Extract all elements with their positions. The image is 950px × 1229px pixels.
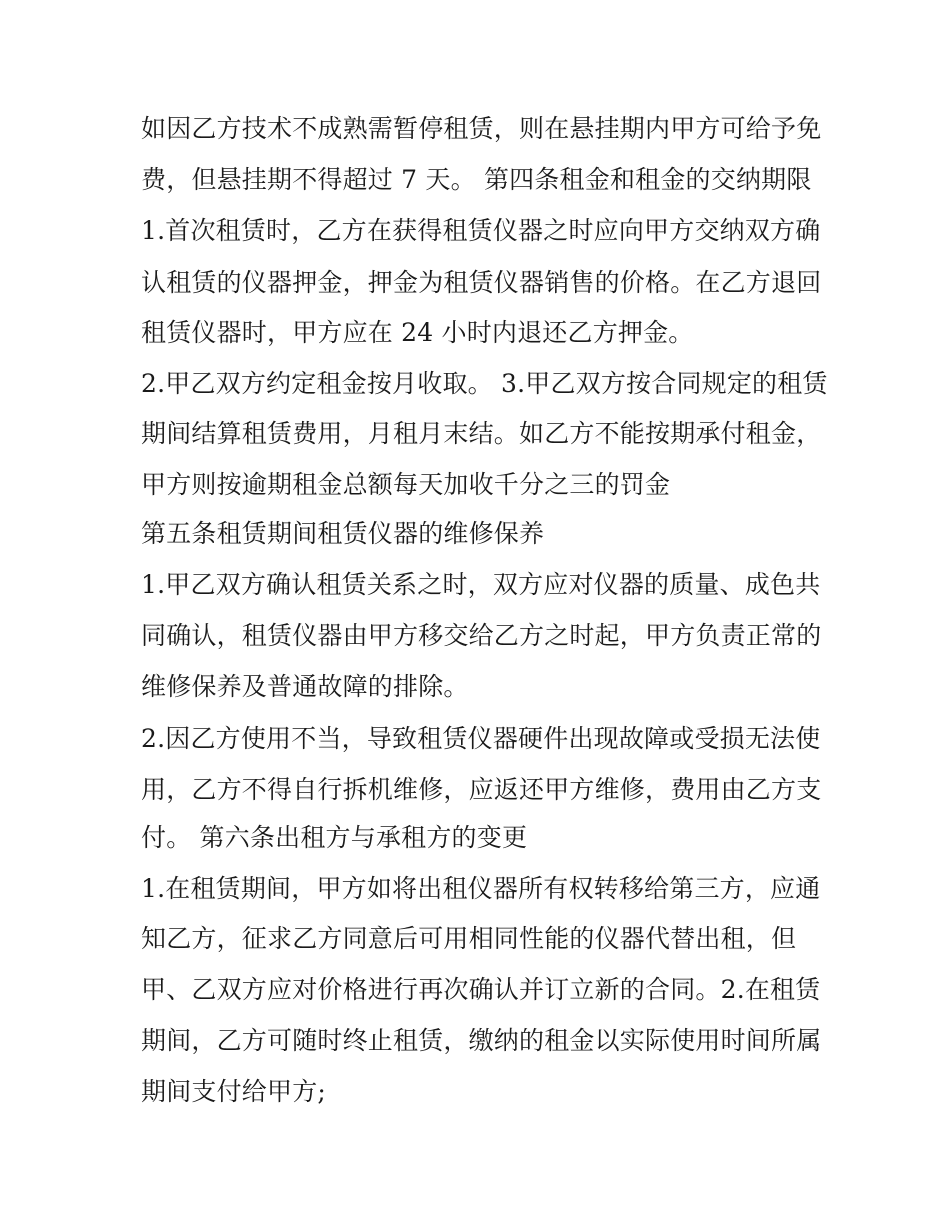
text-line: 甲、乙双方应对价格进行再次确认并订立新的合同。2.在租赁 xyxy=(141,975,821,1004)
text-line: 维修保养及普通故障的排除。 xyxy=(141,672,469,701)
text-line: 期间，乙方可随时终止租赁，缴纳的租金以实际使用时间所属 xyxy=(141,1026,822,1055)
text-line: 1.首次租赁时，乙方在获得租赁仪器之时应向甲方交纳双方确 xyxy=(141,216,821,245)
text-line: 1.在租赁期间，甲方如将出租仪器所有权转移给第三方，应通 xyxy=(141,874,821,903)
text-line: 2.甲乙双方约定租金按月收取。 3.甲乙双方按合同规定的租赁 xyxy=(141,369,828,398)
text-line: 知乙方，征求乙方同意后可用相同性能的仪器代替出租，但 xyxy=(141,924,797,953)
text-line: 付。 第六条出租方与承租方的变更 xyxy=(141,823,528,852)
text-line: 租赁仪器时，甲方应在 24 小时内退还乙方押金。 xyxy=(141,318,694,347)
text-line: 1.甲乙双方确认租赁关系之时，双方应对仪器的质量、成色共 xyxy=(141,570,821,599)
text-line: 期间支付给甲方; xyxy=(141,1077,327,1106)
text-line: 如因乙方技术不成熟需暂停租赁，则在悬挂期内甲方可给予免 xyxy=(141,114,822,143)
section-heading: 第五条租赁期间租赁仪器的维修保养 xyxy=(141,519,545,548)
text-line: 认租赁的仪器押金，押金为租赁仪器销售的价格。在乙方退回 xyxy=(141,268,822,297)
text-line: 甲方则按逾期租金总额每天加收千分之三的罚金 xyxy=(141,470,671,499)
text-line: 费，但悬挂期不得超过 7 天。 第四条租金和租金的交纳期限 xyxy=(141,165,812,194)
text-line: 2.因乙方使用不当，导致租赁仪器硬件出现故障或受损无法使 xyxy=(141,724,821,753)
text-line: 同确认，租赁仪器由甲方移交给乙方之时起，甲方负责正常的 xyxy=(141,621,822,650)
text-line: 用，乙方不得自行拆机维修，应返还甲方维修，费用由乙方支 xyxy=(141,775,822,804)
text-line: 期间结算租赁费用，月租月末结。如乙方不能按期承付租金， xyxy=(141,419,822,448)
